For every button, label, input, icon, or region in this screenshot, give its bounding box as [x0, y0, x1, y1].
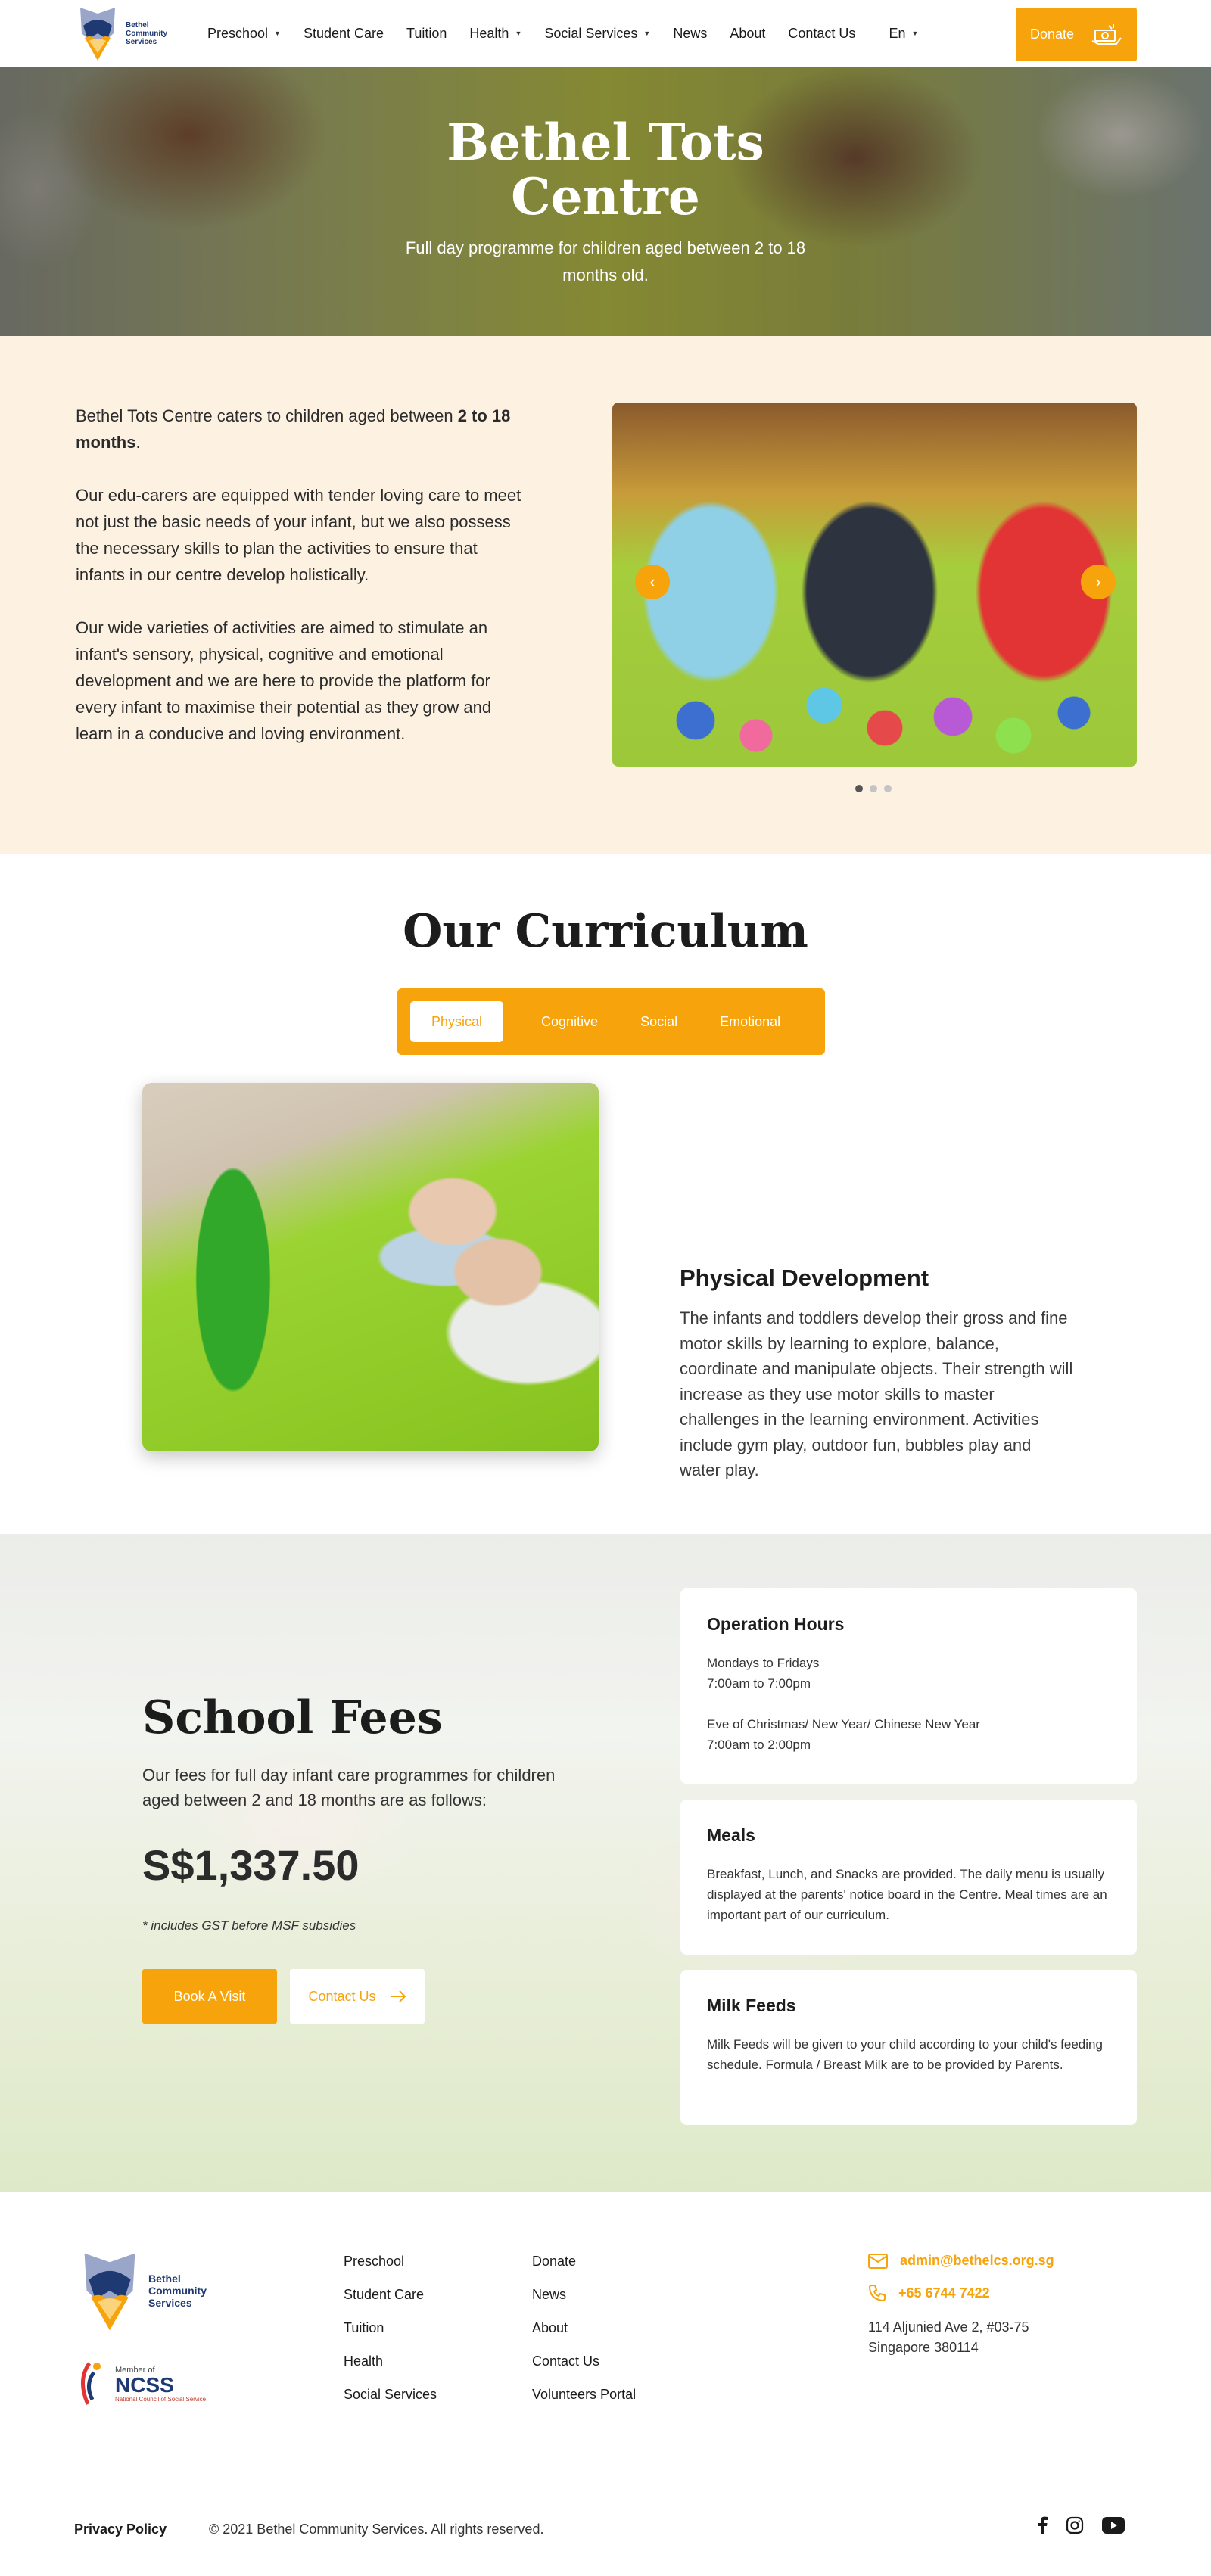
fees-description: Our fees for full day infant care programmes for children aged between 2 and 18 months are as follows:: [142, 1766, 556, 1809]
footer-links-col-1: [344, 2253, 437, 2403]
school-fees-section: [0, 1534, 1211, 2192]
carousel-dot[interactable]: [884, 785, 892, 792]
card-text: Milk Feeds will be given to your child according to your child's feeding schedule. Formula / Breast Milk are to be provided by Parents.: [707, 2037, 1103, 2072]
ncss-logo-icon: [74, 2357, 111, 2410]
nav-tuition[interactable]: Tuition: [406, 25, 447, 41]
footer-logo-wordmark: Bethel Community Services: [148, 2273, 207, 2309]
chevron-right-icon[interactable]: ›: [1081, 565, 1116, 599]
card-title: Operation Hours: [707, 1614, 845, 1634]
mail-icon: [868, 2254, 888, 2269]
footer-link-tuition[interactable]: Tuition: [344, 2320, 384, 2335]
footer-link-volunteers-portal[interactable]: Volunteers Portal: [532, 2387, 637, 2402]
photo-carousel[interactable]: [612, 403, 1137, 767]
hero-title: Bethel Tots Centre: [447, 113, 764, 226]
footer-logo[interactable]: [76, 2245, 207, 2336]
site-header: [0, 0, 1211, 67]
footer-link-contact-us[interactable]: Contact Us: [532, 2354, 600, 2369]
ncss-badge[interactable]: [74, 2357, 206, 2410]
arrow-right-icon: [390, 1990, 406, 2002]
curriculum-section-title: Physical Development: [680, 1265, 929, 1291]
facebook-icon[interactable]: [1037, 2516, 1048, 2538]
card-text: Eve of Christmas/ New Year/ Chinese New Year 7:00am to 2:00pm: [707, 1717, 980, 1752]
fees-price: S$1,337.50: [142, 1841, 360, 1889]
hero-subtitle: Full day programme for children aged between 2 to 18 months old.: [405, 238, 806, 285]
nav-about[interactable]: About: [730, 25, 766, 41]
footer-link-social-services[interactable]: Social Services: [344, 2387, 437, 2402]
logo-shield-icon: [74, 3, 121, 64]
curriculum-photo: [142, 1083, 599, 1451]
phone-icon: [868, 2284, 886, 2302]
intro-paragraph-2: Our edu-carers are equipped with tender loving care to meet not just the basic needs of your infant, but we also possess the necessary skills to plan the activities to ensure that infants in our centre develop holistically.: [76, 486, 521, 584]
card-text: Mondays to Fridays 7:00am to 7:00pm: [707, 1656, 820, 1691]
chevron-left-icon[interactable]: ‹: [635, 565, 670, 599]
footer-link-about[interactable]: About: [532, 2320, 568, 2335]
nav-preschool[interactable]: Preschool ▼: [207, 25, 281, 41]
milk-feeds-card: [680, 1970, 1137, 2125]
curriculum-tabs: [397, 988, 825, 1055]
donate-button[interactable]: [1016, 8, 1137, 61]
curriculum-title: Our Curriculum: [403, 905, 808, 958]
nav-health[interactable]: Health ▼: [469, 25, 522, 41]
youtube-icon[interactable]: [1102, 2517, 1125, 2537]
footer-links-col-2: [532, 2253, 636, 2403]
card-title: Milk Feeds: [707, 1996, 796, 2015]
contact-us-button[interactable]: [290, 1969, 425, 2024]
tab-social[interactable]: Social: [640, 1013, 678, 1029]
caret-down-icon: ▼: [911, 30, 919, 37]
tab-emotional[interactable]: Emotional: [720, 1013, 781, 1029]
operation-hours-card: [680, 1588, 1137, 1784]
tab-cognitive[interactable]: Cognitive: [541, 1013, 599, 1029]
nav-news[interactable]: News: [673, 25, 708, 41]
copyright-text: © 2021 Bethel Community Services. All rights reserved.: [209, 2522, 544, 2537]
main-nav: [207, 26, 941, 42]
carousel-dot[interactable]: [870, 785, 877, 792]
footer-contact: [868, 2253, 1054, 2358]
footer-link-health[interactable]: Health: [344, 2354, 384, 2369]
nav-social-services[interactable]: Social Services ▼: [544, 25, 651, 41]
donate-label: Donate: [1029, 26, 1075, 42]
nav-student-care[interactable]: Student Care: [303, 25, 384, 41]
donate-hand-icon: [1091, 24, 1122, 45]
caret-down-icon: ▼: [274, 30, 281, 37]
footer-email[interactable]: admin@bethelcs.org.sg: [868, 2253, 1054, 2269]
curriculum-section: [0, 854, 1211, 1534]
carousel-dot[interactable]: [855, 785, 863, 792]
curriculum-section-text: The infants and toddlers develop their gross and fine motor skills by learning to explore, balance, coordinate and manipulate objects. Their strength will increase as they use motor skills to master challenges in the learning environment. Activities include gym play, outdoor fun, bubbles play and water play.: [680, 1308, 1073, 1479]
footer-address: 114 Aljunied Ave 2, #03-75 Singapore 380114: [868, 2319, 1029, 2355]
site-footer: [0, 2192, 1211, 2576]
caret-down-icon: ▼: [643, 30, 651, 37]
footer-link-preschool[interactable]: Preschool: [344, 2254, 405, 2269]
book-visit-button[interactable]: Book A Visit: [142, 1969, 277, 2024]
instagram-icon[interactable]: [1066, 2516, 1084, 2538]
logo-wordmark: Bethel Community Services: [126, 20, 167, 46]
social-links: [1037, 2516, 1125, 2538]
contact-us-label: Contact Us: [308, 1988, 376, 2004]
hero-banner: [0, 67, 1211, 336]
intro-paragraph-1: Bethel Tots Centre caters to children aged between 2 to 18 months.: [76, 406, 511, 452]
fees-title: School Fees: [142, 1691, 443, 1744]
footer-link-donate[interactable]: Donate: [532, 2254, 577, 2269]
intro-text: [76, 403, 530, 773]
card-text: Breakfast, Lunch, and Snacks are provided. The daily menu is usually displayed at the parents' notice board in the Centre. Meal times are an important part of our curriculum.: [707, 1867, 1107, 1922]
language-selector[interactable]: En ▼: [889, 25, 919, 41]
footer-phone[interactable]: +65 6744 7422: [868, 2284, 1054, 2302]
ncss-text: Member of NCSS National Council of Social Service: [115, 2365, 207, 2403]
site-logo[interactable]: [74, 3, 171, 64]
intro-section: [0, 336, 1211, 854]
card-title: Meals: [707, 1825, 755, 1845]
nav-contact-us[interactable]: Contact Us: [788, 25, 856, 41]
logo-shield-icon: [76, 2245, 144, 2336]
meals-card: [680, 1800, 1137, 1955]
footer-link-student-care[interactable]: Student Care: [344, 2287, 425, 2302]
intro-paragraph-3: Our wide varieties of activities are aimed to stimulate an infant's sensory, physical, cognitive and emotional development and we are here to provide the platform for every infant to maximise their potential as they grow and learn in a conducive and loving environment.: [76, 618, 492, 743]
caret-down-icon: ▼: [515, 30, 522, 37]
privacy-policy-link[interactable]: Privacy Policy: [74, 2522, 167, 2537]
footer-link-news[interactable]: News: [532, 2287, 567, 2302]
fees-note: * includes GST before MSF subsidies: [142, 1918, 356, 1933]
tab-physical[interactable]: Physical: [410, 1001, 503, 1042]
carousel-dots: [855, 785, 892, 792]
